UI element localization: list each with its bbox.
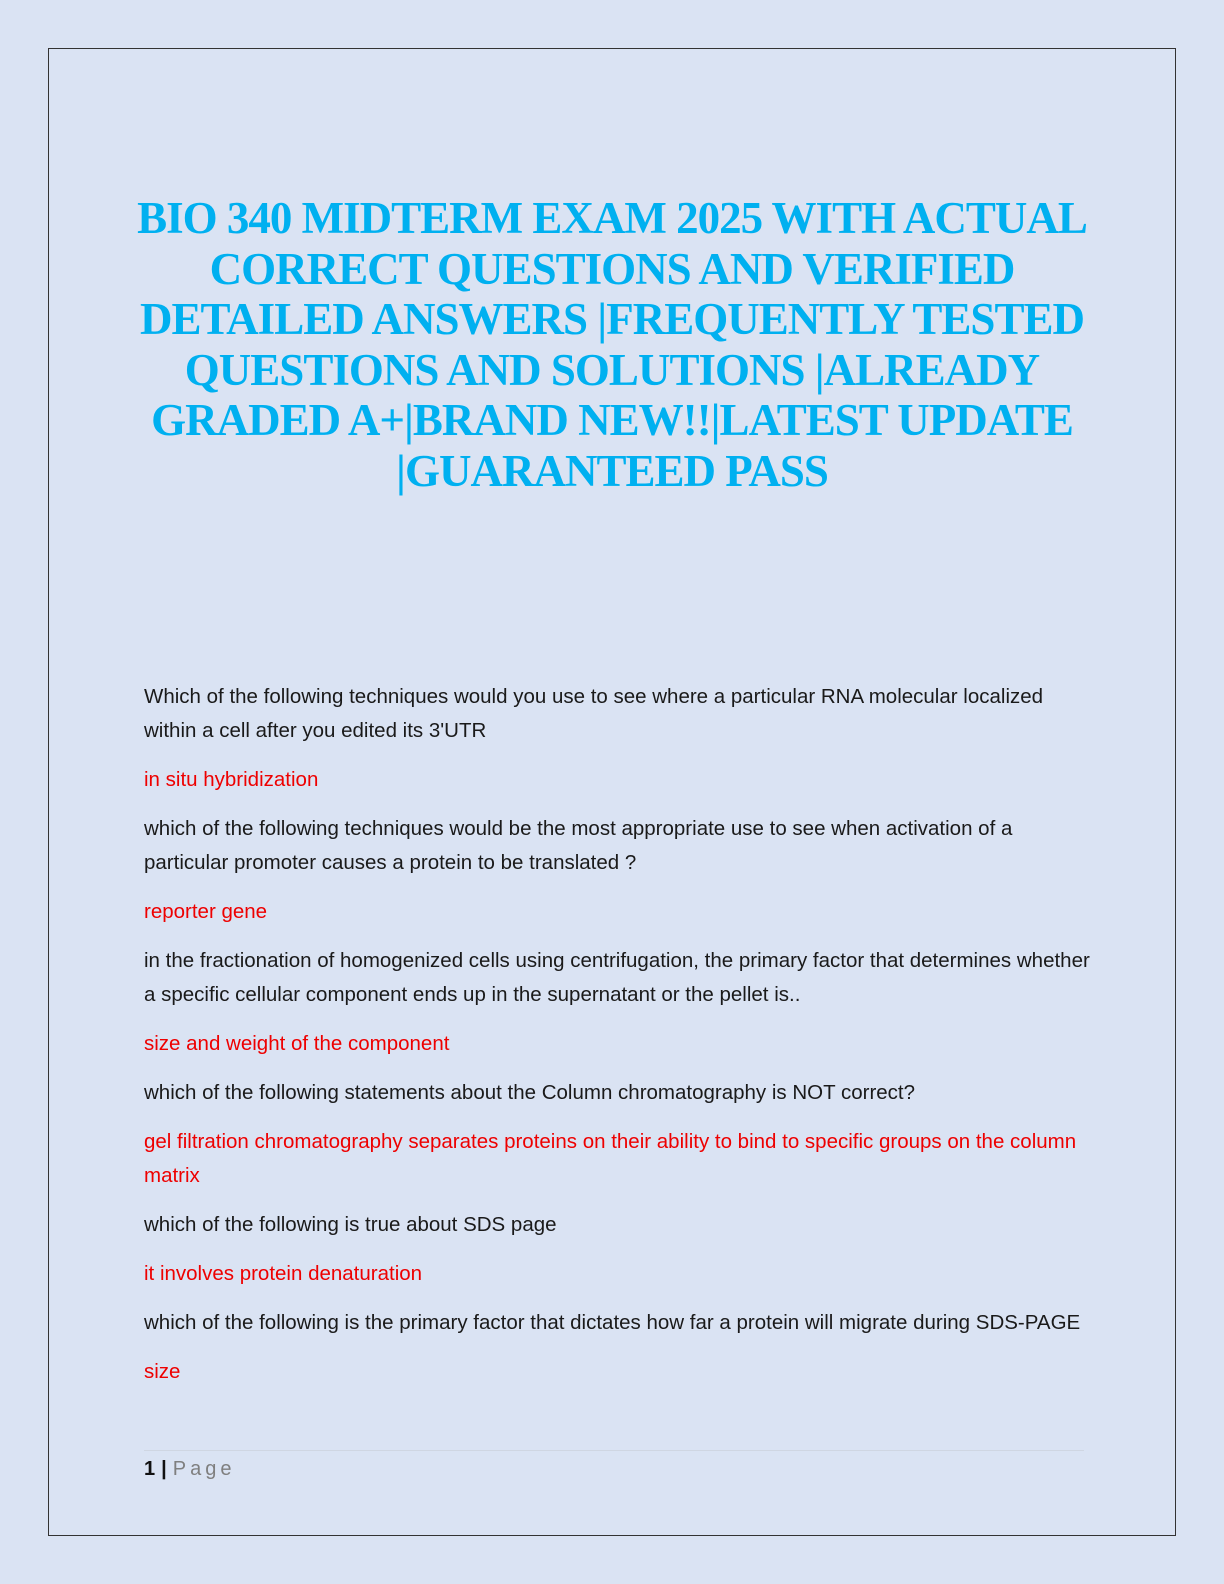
- question-4: which of the following statements about the Column chromatography is NOT correct?: [144, 1081, 916, 1104]
- answer-6: size: [144, 1360, 181, 1383]
- page-label: Page: [172, 1458, 236, 1480]
- question-5: which of the following is true about SDS page: [144, 1213, 557, 1236]
- question-2: which of the following techniques would be the most appropriate use to see when activation of a particular promoter causes a protein to be translated ?: [144, 817, 1013, 874]
- document-title: BIO 340 MIDTERM EXAM 2025 WITH ACTUAL CORRECT QUESTIONS AND VERIFIED DETAILED ANSWERS |FREQUENTLY TESTED QUESTIONS AND SOLUTIONS |ALREADY GRADED A+|BRAND NEW!!|LATEST UPDATE |GUARANTEED PASS: [137, 193, 1087, 496]
- answer-5: it involves protein denaturation: [144, 1262, 423, 1285]
- question-1: Which of the following techniques would you use to see where a particular RNA molecular localized within a cell after you edited its 3'UTR: [144, 685, 1044, 742]
- answer-2: reporter gene: [144, 900, 268, 923]
- page-footer: [144, 1450, 1084, 1482]
- answer-3: size and weight of the component: [144, 1032, 450, 1055]
- qa-list: [144, 680, 1090, 1404]
- question-3: in the fractionation of homogenized cells using centrifugation, the primary factor that determines whether a specific cellular component ends up in the supernatant or the pellet is..: [144, 949, 1090, 1006]
- question-6: which of the following is the primary factor that dictates how far a protein will migrate during SDS-PAGE: [144, 1311, 1081, 1334]
- answer-4: gel filtration chromatography separates proteins on their ability to bind to specific groups on the column matrix: [144, 1130, 1077, 1187]
- page-number: 1: [144, 1458, 156, 1480]
- answer-1: in situ hybridization: [144, 768, 319, 791]
- footer-separator: |: [161, 1458, 167, 1480]
